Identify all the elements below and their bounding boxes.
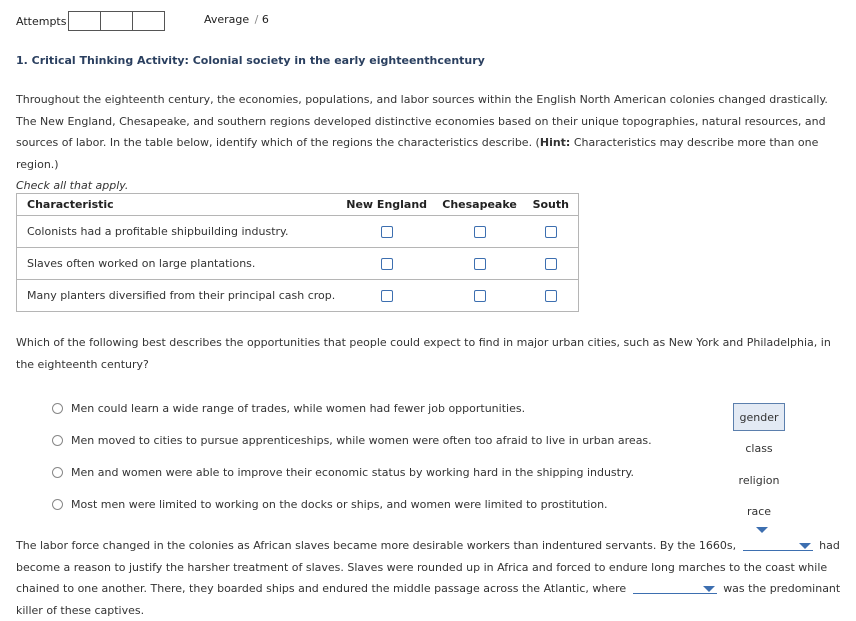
average-value: 6 bbox=[261, 13, 269, 26]
radio-button[interactable] bbox=[52, 403, 63, 414]
dropdown-option-race[interactable]: race bbox=[746, 505, 772, 518]
table-header-row bbox=[17, 194, 579, 216]
row-characteristic: Slaves often worked on large plantations. bbox=[17, 248, 338, 280]
dropdown-option-religion[interactable]: religion bbox=[738, 473, 780, 487]
option-label: Most men were limited to working on the docks or ships, and women were limited to prostitution. bbox=[71, 497, 608, 511]
average-label: Average bbox=[204, 13, 250, 26]
header-south: South bbox=[524, 194, 579, 216]
attempt-boxes bbox=[69, 11, 165, 31]
radio-button[interactable] bbox=[52, 499, 63, 510]
header-new-england: New England bbox=[338, 194, 436, 216]
fill-in-paragraph bbox=[16, 535, 842, 621]
characteristics-table bbox=[16, 193, 579, 312]
mc-option[interactable] bbox=[52, 488, 652, 520]
check-all-instruction: Check all that apply. bbox=[16, 179, 129, 192]
attempt-box bbox=[68, 11, 101, 31]
checkbox-chesapeake[interactable] bbox=[474, 258, 486, 270]
option-label: Men and women were able to improve their economic status by working hard in the shipping industry. bbox=[71, 465, 634, 479]
mc-options bbox=[52, 392, 652, 520]
attempt-box bbox=[132, 11, 165, 31]
fill-text-part2: had become a reason to justify the harsher treatment of slaves. Slaves were rounded up in Africa and forced to endure long marches to the coast while chained to one another. There, they boarded ships and endured the middle passage across the Atlantic, where bbox=[16, 539, 840, 595]
header-characteristic: Characteristic bbox=[17, 194, 338, 216]
radio-button[interactable] bbox=[52, 467, 63, 478]
attempt-box bbox=[100, 11, 133, 31]
option-label: Men moved to cities to pursue apprenticeships, while women were often too afraid to live in urban areas. bbox=[71, 433, 652, 447]
radio-button[interactable] bbox=[52, 435, 63, 446]
intro-text: Throughout the eighteenth century, the economies, populations, and labor sources within the English North American colonies changed drastically. The New England, Chesapeake, and southern regions developed distinctive economies based on their unique topographies, natural resources, and sources of labor. In the table below, identify which of the regions the characteristics describe. ( bbox=[16, 93, 828, 149]
question-intro bbox=[16, 89, 842, 197]
chevron-down-icon bbox=[799, 543, 811, 549]
table-row bbox=[17, 280, 579, 312]
mc-option[interactable] bbox=[52, 424, 652, 456]
checkbox-new-england[interactable] bbox=[381, 258, 393, 270]
hint-text: Characteristics may describe more than one region.) bbox=[16, 136, 819, 171]
fill-text-part1: The labor force changed in the colonies as African slaves became more desirable workers than indentured servants. By the 1660s, bbox=[16, 539, 737, 552]
table-row bbox=[17, 216, 579, 248]
mc-option[interactable] bbox=[52, 392, 652, 424]
checkbox-south[interactable] bbox=[545, 258, 557, 270]
hint-label: Hint: bbox=[539, 136, 571, 149]
blank-dropdown-2[interactable] bbox=[633, 581, 717, 594]
average-separator: / bbox=[254, 13, 259, 26]
attempts-label: Attempts bbox=[16, 14, 67, 28]
checkbox-south[interactable] bbox=[545, 226, 557, 238]
fill-text-part3: was the predominant killer of these captives. bbox=[16, 582, 841, 617]
mc-option[interactable] bbox=[52, 456, 652, 488]
chevron-down-icon bbox=[703, 586, 715, 592]
checkbox-chesapeake[interactable] bbox=[474, 290, 486, 302]
blank-dropdown-1[interactable] bbox=[743, 538, 813, 551]
checkbox-chesapeake[interactable] bbox=[474, 226, 486, 238]
row-characteristic: Many planters diversified from their principal cash crop. bbox=[17, 280, 338, 312]
mc-question: Which of the following best describes the opportunities that people could expect to find in major urban cities, such as New York and Philadelphia, in the eighteenth century? bbox=[16, 336, 831, 371]
question-title: 1. Critical Thinking Activity: Colonial society in the early eighteenthcentury bbox=[16, 54, 485, 67]
option-label: Men could learn a wide range of trades, while women had fewer job opportunities. bbox=[71, 401, 526, 415]
dropdown-options-list bbox=[733, 403, 785, 529]
checkbox-south[interactable] bbox=[545, 290, 557, 302]
table-row bbox=[17, 248, 579, 280]
average-score bbox=[204, 13, 269, 26]
row-characteristic: Colonists had a profitable shipbuilding industry. bbox=[17, 216, 338, 248]
checkbox-new-england[interactable] bbox=[381, 226, 393, 238]
header-chesapeake: Chesapeake bbox=[436, 194, 524, 216]
dropdown-option-gender[interactable]: gender bbox=[733, 403, 785, 431]
checkbox-new-england[interactable] bbox=[381, 290, 393, 302]
dropdown-open-indicator-icon bbox=[756, 527, 768, 533]
dropdown-option-class[interactable]: class bbox=[745, 442, 773, 455]
attempts-bar bbox=[16, 10, 165, 32]
